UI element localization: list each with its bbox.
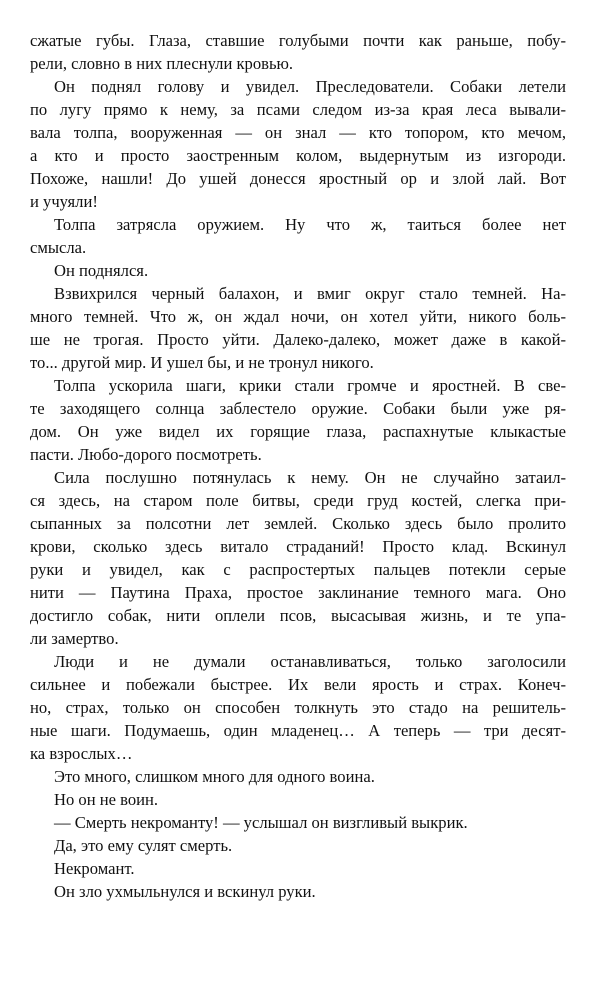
- text-line: Он поднялся.: [54, 261, 149, 280]
- text-line: много темней. Что ж, он ждал ночи, он хотел уйти, никого боль-: [30, 307, 566, 326]
- text-line: Сила послушно потянулась к нему. Он не случайно затаил-: [54, 468, 566, 487]
- text-line: Но он не воин.: [54, 790, 159, 809]
- text-line: Он поднял голову и увидел. Преследователи. Собаки летели: [54, 77, 566, 96]
- text-line: ли замертво.: [30, 629, 119, 648]
- text-line: — Смерть некроманту! — услышал он визгливый выкрик.: [54, 813, 468, 832]
- book-page-text: [30, 29, 566, 903]
- text-line: и учуяли!: [30, 192, 98, 211]
- text-line: Да, это ему сулят смерть.: [54, 836, 233, 855]
- text-line: смысла.: [30, 238, 87, 257]
- text-line: сыпанных за полсотни лет землей. Сколько здесь было пролито: [30, 514, 566, 533]
- text-line: Толпа ускорила шаги, крики стали громче и яростней. В све-: [54, 376, 566, 395]
- text-line: ка взрослых…: [30, 744, 133, 763]
- text-line: Взвихрился черный балахон, и вмиг округ стало темней. На-: [54, 284, 566, 303]
- text-line: достигло собак, нити оплели псов, высасывая жизнь, и те упа-: [30, 606, 566, 625]
- text-line: а кто и просто заостренным колом, выдернутым из изгороди.: [30, 146, 566, 165]
- text-line: рели, словно в них плеснули кровью.: [30, 54, 294, 73]
- text-line: те заходящего солнца заблестело оружие. Собаки были уже ря-: [30, 399, 566, 418]
- text-line: пасти. Любо-дорого посмотреть.: [30, 445, 262, 464]
- text-line: ные шаги. Подумаешь, один младенец… А теперь — три десят-: [30, 721, 566, 740]
- text-line: Толпа затрясла оружием. Ну что ж, таиться более нет: [54, 215, 566, 234]
- text-line: то... другой мир. И ушел бы, и не тронул никого.: [30, 353, 374, 372]
- text-line: Он зло ухмыльнулся и вскинул руки.: [54, 882, 316, 901]
- text-line: Некромант.: [54, 859, 135, 878]
- text-line: руки и увидел, как с распростертых пальцев потекли серые: [30, 560, 566, 579]
- text-line: Это много, слишком много для одного воина.: [54, 767, 375, 786]
- text-line: сжатые губы. Глаза, ставшие голубыми почти как раньше, побу-: [30, 31, 566, 50]
- text-line: Похоже, нашли! До ушей донесся яростный ор и злой лай. Вот: [30, 169, 566, 188]
- text-line: нити — Паутина Праха, простое заклинание темного мага. Оно: [30, 583, 566, 602]
- text-line: Люди и не думали останавливаться, только заголосили: [54, 652, 566, 671]
- text-line: ше не трогая. Просто уйти. Далеко-далеко, может даже в какой-: [30, 330, 566, 349]
- text-line: сильнее и побежали быстрее. Их вели ярость и страх. Конеч-: [30, 675, 566, 694]
- text-line: крови, сколько здесь витало страданий! Просто клад. Вскинул: [30, 537, 566, 556]
- text-line: дом. Он уже видел их горящие глаза, распахнутые клыкастые: [30, 422, 566, 441]
- text-line: но, страх, только он способен толкнуть это стадо на решитель-: [30, 698, 566, 717]
- text-line: вала толпа, вооруженная — он знал — кто топором, кто мечом,: [30, 123, 566, 142]
- text-line: ся здесь, на старом поле битвы, среди груд костей, слегка при-: [30, 491, 566, 510]
- text-line: по лугу прямо к нему, за псами следом из-за края леса вывали-: [30, 100, 566, 119]
